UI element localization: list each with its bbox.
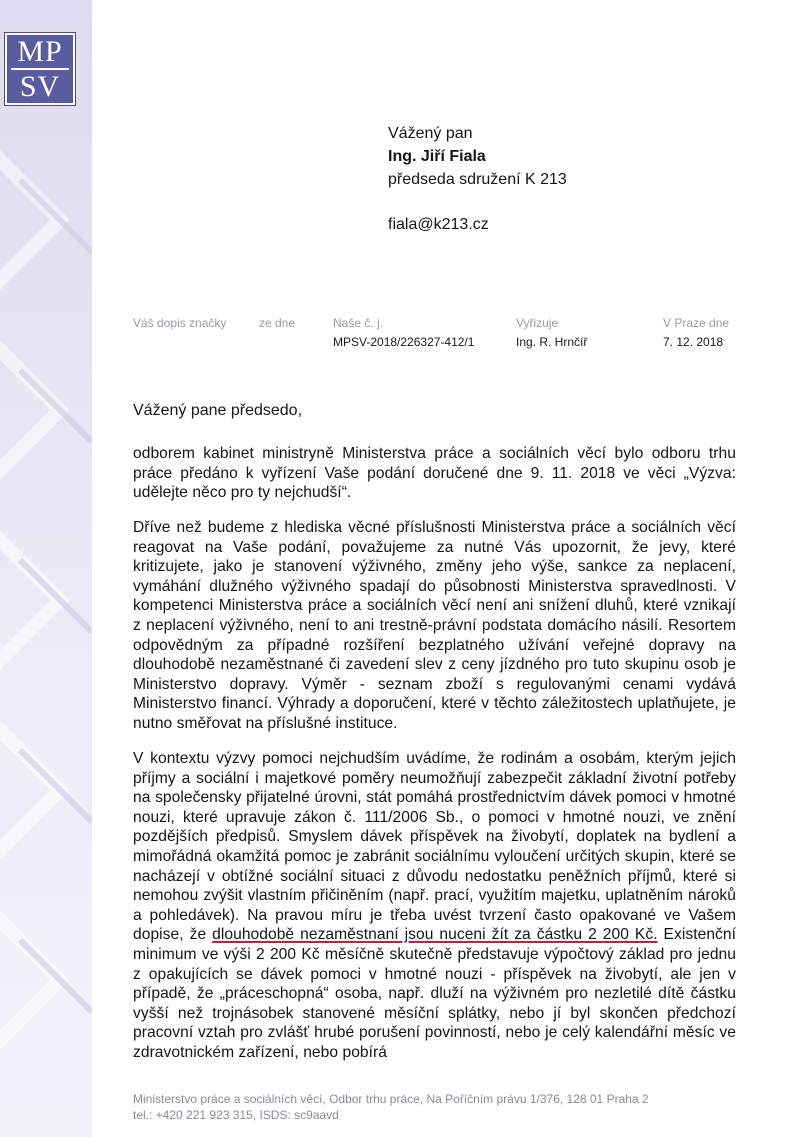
paragraph-1: odborem kabinet ministryně Ministerstva práce a sociálních věcí bylo odboru trhu práce předáno k vyřízení Vaše podání doručené dne 9. 11. 2018 ve věci „Výzva: udělejte něco pro ty nejchudší“. [133, 445, 736, 502]
ref-place-date-value: 7. 12. 2018 [663, 335, 724, 349]
recipient-email: fiala@k213.cz [388, 216, 489, 233]
ref-place-date [663, 316, 729, 350]
ref-place-date-label: V Praze dne [663, 316, 730, 330]
ref-your-letter-label: Váš dopis značky [133, 316, 227, 330]
ref-our-number [333, 316, 474, 350]
ref-handled-by-label: Vyřizuje [516, 316, 559, 330]
mpsv-logo [5, 33, 75, 105]
logo-text-top: MP [17, 34, 63, 68]
recipient-greeting-line: Vážený pan [388, 125, 473, 142]
footer-address: Ministerstvo práce a sociálních věcí, Odbor trhu práce, Na Poříčním právu 1/376, 128 01 Praha 2 [133, 1092, 649, 1106]
recipient-role: předseda sdružení K 213 [388, 171, 567, 188]
ref-handled-by-value: Ing. R. Hrnčíř [516, 335, 588, 349]
ref-our-number-label: Naše č. j. [333, 316, 384, 330]
reference-block [0, 316, 792, 356]
salutation: Vážený pane předsedo, [133, 402, 303, 419]
paragraph-2: Dříve než budeme z hlediska věcné příslušnosti Ministerstva práce a sociálních věcí reagovat na Vaše podání, považujeme za nutné Vás upozornit, že jevy, které kritizujete, jako je stanovení výživného, změny jeho výše, sankce za neplacení, vymáhání dlužného výživného spadají do působnosti Ministerstva spravedlnosti. V kompetenci Ministerstva práce a sociálních věcí není ani snížení dluhů, které vznikají z neplacení výživného, není to ani trestně-právní podstata domácího násilí. Resortem odpovědným za případné rozšíření bezplatného užívání veřejné dopravy na dlouhodobě nezaměstnané či zavedení slev z ceny jízdného pro tuto skupinu osob je Ministerstvo dopravy. Výměr - seznam zboží s regulovanými cenami vydává Ministerstvo financí. Výhrady a doporučení, které v těchto záležitostech uplatňujete, je nutno směřovat na příslušné instituce. [133, 519, 736, 732]
paragraph-3-before: V kontextu výzvy pomoci nejchudším uvádíme, že rodinám a osobám, kterým jejich příjmy a sociální i majetkové poměry neumožňují zabezpečit základní životní potřeby na společensky přijatelné úrovni, stát pomáhá prostřednictvím dávek pomoci v hmotné nouzi, které upravuje zákon č. 111/2006 Sb., o pomoci v hmotné nouzi, ve znění pozdějších předpisů. Smyslem dávek příspěvek na živobytí, doplatek na bydlení a mimořádná okamžitá pomoc je zabránit sociálnímu vyloučení určitých skupin, které se nacházejí v obtížné sociální situaci z důvodu nedostatku peněžních příjmů, které si nemohou zvýšit vlastním přičiněním (např. prací, využitím majetku, uplatněním nároků a pohledávek). Na pravou míru je třeba uvést tvrzení často opakované ve Vašem dopise, že [133, 750, 736, 944]
ref-handled-by [516, 316, 587, 350]
highlighted-claim: dlouhodobě nezaměstnaní jsou nuceni žít za částku 2 200 Kč. [212, 926, 658, 944]
ref-your-letter [133, 316, 226, 331]
letterhead-pattern [0, 0, 92, 1137]
paragraph-3 [133, 749, 736, 1063]
footer [133, 1091, 649, 1123]
ref-date-from [259, 316, 295, 331]
footer-contact: tel.: +420 221 923 315, ISDS: sc9aavd [133, 1108, 339, 1122]
recipient-name: Ing. Jiří Fiala [388, 148, 486, 165]
letterhead-side-band [0, 0, 92, 1137]
recipient-address [388, 122, 567, 236]
ref-our-number-value: MPSV-2018/226327-412/1 [333, 335, 475, 349]
paragraph-3-after: Existenční minimum ve výši 2 200 Kč měsíčně skutečně představuje výpočtový základ pro jednu z opakujících se dávek pomoci v hmotné nouzi - příspěvek na živobytí, ale jen v případě, že „práceschopná“ osoba, např. dluží na výživném pro nezletilé dítě částku vyšší než trojnásobek stanovené měsíční splátky, nebo jí byl skončen předchozí pracovní vztah pro zvlášť hrubé porušení povinností, nebo je celý kalendářní měsíc ve zdravotnickém zařízení, nebo pobírá [133, 926, 736, 1061]
logo-text-bottom: SV [19, 69, 61, 103]
ref-date-from-label: ze dne [259, 316, 296, 330]
